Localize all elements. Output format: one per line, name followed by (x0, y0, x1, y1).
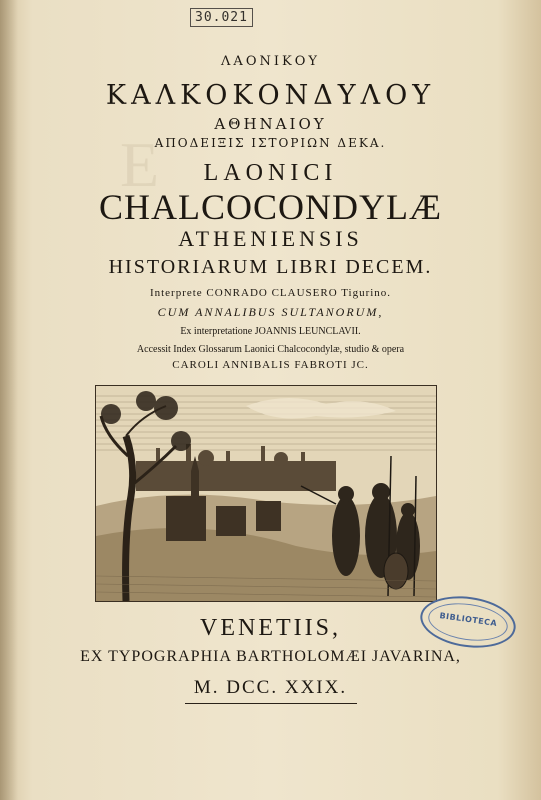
glossary-line: Accessit Index Glossarum Laonici Chalcocondylæ, studio & opera (136, 344, 405, 355)
latin-origin: ATHENIENSIS (178, 226, 363, 251)
greek-surname: ΚΑΛΚΟΚΟΝΔΥΛΟΥ (105, 80, 436, 111)
imprint-rule (185, 703, 357, 704)
greek-author: ΛΑΟΝΙΚΟΥ (221, 54, 320, 69)
greek-title: ΑΠΟΔΕΙΞΙΣ ΙΣΤΟΡΙΩΝ ΔΕΚΑ. (154, 136, 387, 150)
show-through-letter: E (120, 129, 160, 200)
glossary-author: CAROLI ANNIBALIS FABROTI JC. (172, 359, 369, 371)
library-stamp-text: BIBLIOTECA (438, 611, 498, 629)
shelfmark-number: 30.021 (190, 8, 253, 27)
annals-line: CUM ANNALIBUS SULTANORUM, (157, 305, 384, 319)
imprint-place: VENETIIS, (200, 615, 341, 641)
engraving-illustration (96, 386, 436, 601)
latin-surname: CHALCOCONDYLÆ (98, 187, 442, 227)
imprint-printer: EX TYPOGRAPHIA BARTHOLOMÆI JAVARINA, (80, 648, 461, 665)
latin-title: HISTORIARUM LIBRI DECEM. (108, 256, 433, 278)
imprint-year: M. DCC. XXIX. (193, 677, 348, 698)
greek-origin: ΑΘΗΝΑΙΟΥ (214, 115, 327, 133)
interpreter-line: Interprete CONRADO CLAUSERO Tigurino. (149, 287, 392, 299)
engraving-city-view (95, 385, 437, 602)
annals-interpreter: Ex interpretatione JOANNIS LEUNCLAVII. (180, 326, 361, 337)
latin-author: LAONICI (203, 160, 338, 186)
